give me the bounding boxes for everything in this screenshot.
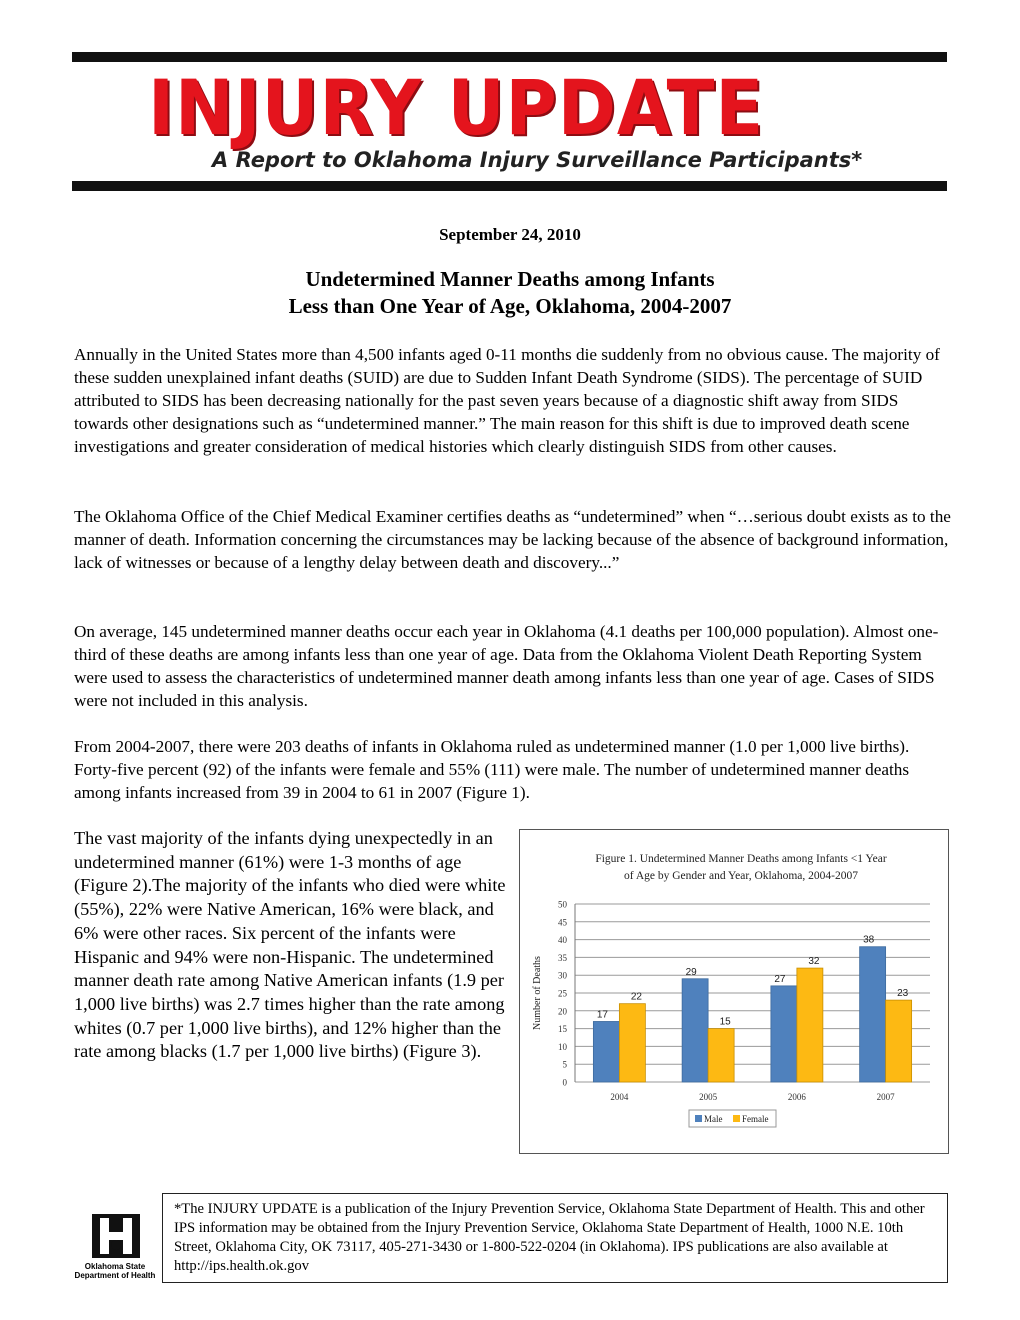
bar-female-2004	[619, 1004, 645, 1082]
data-label-male-2004: 17	[596, 1009, 608, 1021]
x-tick-label-2006: 2006	[787, 1092, 806, 1102]
x-tick-label-2005: 2005	[699, 1092, 718, 1102]
data-label-male-2007: 38	[863, 934, 875, 946]
bar-male-2005	[682, 979, 708, 1082]
chart-title-line1: Figure 1. Undetermined Manner Deaths among Infants <1 Year	[595, 853, 887, 865]
bar-female-2005	[708, 1029, 734, 1082]
bar-female-2006	[797, 968, 823, 1082]
bar-male-2006	[771, 986, 797, 1082]
paragraph-medical-examiner: The Oklahoma Office of the Chief Medical Examiner certifies deaths as “undetermined” when “…serious doubt exists as to the manner of death. Information concerning the circumstances may be lacking because of the absence of background information, lack of witnesses or because of a lengthy delay between death and discovery...”	[74, 507, 951, 572]
legend-swatch-male	[695, 1115, 702, 1122]
y-tick-label-15: 15	[558, 1024, 567, 1035]
y-tick-label-50: 50	[558, 899, 567, 910]
data-label-male-2005: 29	[685, 966, 697, 978]
legend-swatch-female	[733, 1115, 740, 1122]
y-tick-label-5: 5	[562, 1059, 567, 1070]
y-tick-label-40: 40	[558, 935, 567, 946]
data-label-female-2007: 23	[897, 988, 909, 1000]
x-tick-label-2007: 2007	[876, 1092, 895, 1102]
y-tick-label-10: 10	[558, 1041, 567, 1052]
chart-title-line2: of Age by Gender and Year, Oklahoma, 2004-2007	[624, 870, 858, 882]
data-label-female-2005: 15	[719, 1016, 731, 1028]
paragraph-demographics: The vast majority of the infants dying unexpectedly in an undetermined manner (61%) were 1-3 months of age (Figure 2).The majority of the infants who died were white (55%), 22% were Native American, 16% were black, and 6% were other races. Six percent of the infants were Hispanic and 94% were non-Hispanic. The undetermined manner death rate among Native American infants (1.9 per 1,000 live births) was 2.7 times higher than the rate among whites (0.7 per 1,000 live births), and 12% higher than the rate among blacks (1.7 per 1,000 live births) (Figure 3).	[74, 828, 506, 1062]
header-bottom-rule	[72, 181, 947, 191]
bar-male-2004	[593, 1021, 619, 1082]
x-tick-label-2004: 2004	[610, 1092, 629, 1102]
chart-svg	[520, 830, 948, 1153]
y-tick-label-25: 25	[558, 988, 567, 999]
y-tick-label-35: 35	[558, 952, 567, 963]
article-title-line1: Undetermined Manner Deaths among Infants	[305, 267, 715, 291]
legend-label-female: Female	[742, 1114, 769, 1124]
paragraph-suid-background: Annually in the United States more than 4,500 infants aged 0-11 months die suddenly from no obvious cause. The majority of these sudden unexplained infant deaths (SUID) are due to Sudden Infant Death Syndrome (SIDS). The percentage of SUID attributed to SIDS has been decreasing nationally for the past seven years because of a diagnostic shift away from SIDS towards other designations such as “undetermined manner.” The main reason for this shift is due to improved death scene investigations and greater consideration of medical histories which clearly distinguish SIDS from other causes.	[74, 345, 940, 456]
data-label-female-2006: 32	[808, 956, 820, 968]
paragraph-2004-2007-totals: From 2004-2007, there were 203 deaths of infants in Oklahoma ruled as undetermined manner (1.0 per 1,000 live births). Forty-five percent (92) of the infants were female and 55% (111) were male. The number of undetermined manner deaths among infants increased from 39 in 2004 to 61 in 2007 (Figure 1).	[74, 737, 910, 802]
article-title-line2: Less than One Year of Age, Oklahoma, 2004-2007	[288, 294, 732, 318]
y-tick-label-45: 45	[558, 917, 567, 928]
bar-female-2007	[886, 1000, 912, 1082]
y-tick-label-20: 20	[558, 1006, 567, 1017]
header-top-rule	[72, 52, 947, 62]
y-tick-label-30: 30	[558, 970, 567, 981]
newsletter-logo-title: INJURY UPDATE	[148, 63, 765, 153]
legend-label-male: Male	[704, 1114, 723, 1124]
newsletter-logo-subtitle: A Report to Oklahoma Injury Surveillance Participants*	[212, 148, 863, 172]
footer-box	[162, 1193, 948, 1283]
footer-publication-note: *The INJURY UPDATE is a publication of the Injury Prevention Service, Oklahoma State Department of Health. This and other IPS information may be obtained from the Injury Prevention Service, Oklahoma State Department of Health, 1000 N.E. 10th Street, Oklahoma City, OK 73117, 405-271-3430 or 1-800-522-0204 (in Oklahoma). IPS publications are also available at http://ips.health.ok.gov	[174, 1201, 925, 1274]
article-title	[0, 266, 1020, 320]
y-axis-title: Number of Deaths	[532, 956, 543, 1030]
bar-male-2007	[860, 947, 886, 1082]
data-label-female-2004: 22	[630, 991, 642, 1003]
data-label-male-2006: 27	[774, 973, 786, 985]
paragraph-average-deaths: On average, 145 undetermined manner deaths occur each year in Oklahoma (4.1 deaths per 100,000 population). Almost one-third of these deaths are among infants less than one year of age. Data from the Oklahoma Violent Death Reporting System were used to assess the characteristics of undetermined manner death among infants less than one year of age. Cases of SIDS were not included in this analysis.	[74, 622, 939, 710]
y-tick-label-0: 0	[562, 1077, 567, 1088]
figure-1-chart	[519, 829, 949, 1154]
osdh-seal-label: Oklahoma State Department of Health	[74, 1262, 156, 1280]
issue-date: September 24, 2010	[439, 225, 581, 244]
